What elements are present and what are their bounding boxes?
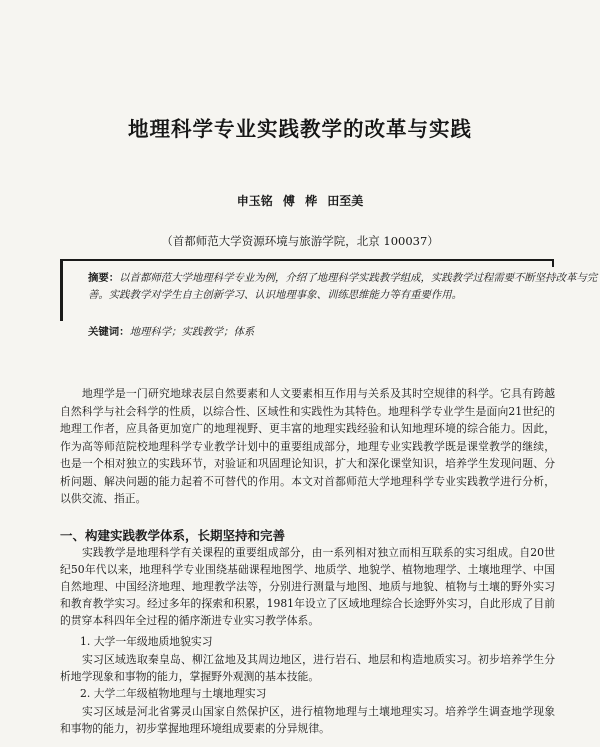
section-paragraph: 实践教学是地理科学有关课程的重要组成部分，由一系列相对独立而相互联系的实习组成。自20世纪50年代以来，地理科学专业围绕基础课程地图学、地质学、地貌学、植物地理学、土壤地理学、中国自然地理、中国经济地理、地理教学法等，分别进行测量与地图、地质与地貌、植物与土壤的野外实习和教育教学实习。经过多年的探索和积累，1981年设立了区域地理综合长途野外实习，自此形成了目前的贯穿本科四年全过程的循序渐进专业实习教学体系。	[60, 546, 555, 627]
intro-paragraph: 地理学是一门研究地球表层自然要素和人文要素相互作用与关系及其时空规律的科学。它具有跨越自然科学与社会科学的性质，以综合性、区域性和实践性为其特色。地理科学专业学生是面向21世纪的地理工作者，应具备更加宽广的地理视野、更丰富的地理实践经验和认知地理环境的综合能力。因此，作为高等师范院校地理科学专业教学计划中的重要组成部分，地理专业实践教学既是课堂教学的继续，也是一个相对独立的实践环节，对验证和巩固理论知识，扩大和深化课堂知识，培养学生发现问题、分析问题、解决问题的能力起着不可替代的作用。本文对首都师范大学地理科学专业实践教学进行分析，以供交流、指正。	[60, 387, 555, 505]
abstract-text: 以首都师范大学地理科学专业为例，介绍了地理科学实践教学组成，实践教学过程需要不断坚持改革与完善。实践教学对学生自主创新学习、认识地理事象、训练思维能力等有重要作用。	[88, 272, 598, 301]
keywords-label: 关键词：	[88, 326, 130, 338]
subsection-paragraph: 实习区域是河北省雾灵山国家自然保护区，进行植物地理与土壤地理实习。培养学生调查地学现象和事物的能力，初步掌握地理环境组成要素的分异规律。	[60, 705, 555, 735]
keywords	[88, 323, 558, 338]
abstract-left-rule	[60, 259, 63, 321]
keywords-text: 地理科学；实践教学；体系	[129, 326, 255, 338]
abstract	[88, 270, 600, 304]
subsection-paragraph: 实习区域选取秦皇岛、柳江盆地及其周边地区，进行岩石、地层和构造地质实习。初步培养学生分析地学现象和事物的能力，掌握野外观测的基本技能。	[60, 653, 555, 683]
paper-title: 地理科学专业实践教学的改革与实践	[128, 117, 472, 141]
subsection-heading: 1. 大学一年级地质地貌实习	[80, 635, 213, 648]
subsection-heading: 2. 大学二年级植物地理与土壤地理实习	[80, 687, 267, 700]
abstract-top-rule	[60, 259, 552, 261]
author-list: 申玉铭 傅 桦 田至美	[236, 194, 364, 208]
abstract-right-tick	[552, 259, 554, 267]
abstract-label: 摘要：	[88, 272, 120, 284]
author-affiliation: （首都师范大学资源环境与旅游学院，北京 100037）	[161, 234, 439, 248]
section-heading: 一、构建实践教学体系，长期坚持和完善	[60, 528, 286, 543]
